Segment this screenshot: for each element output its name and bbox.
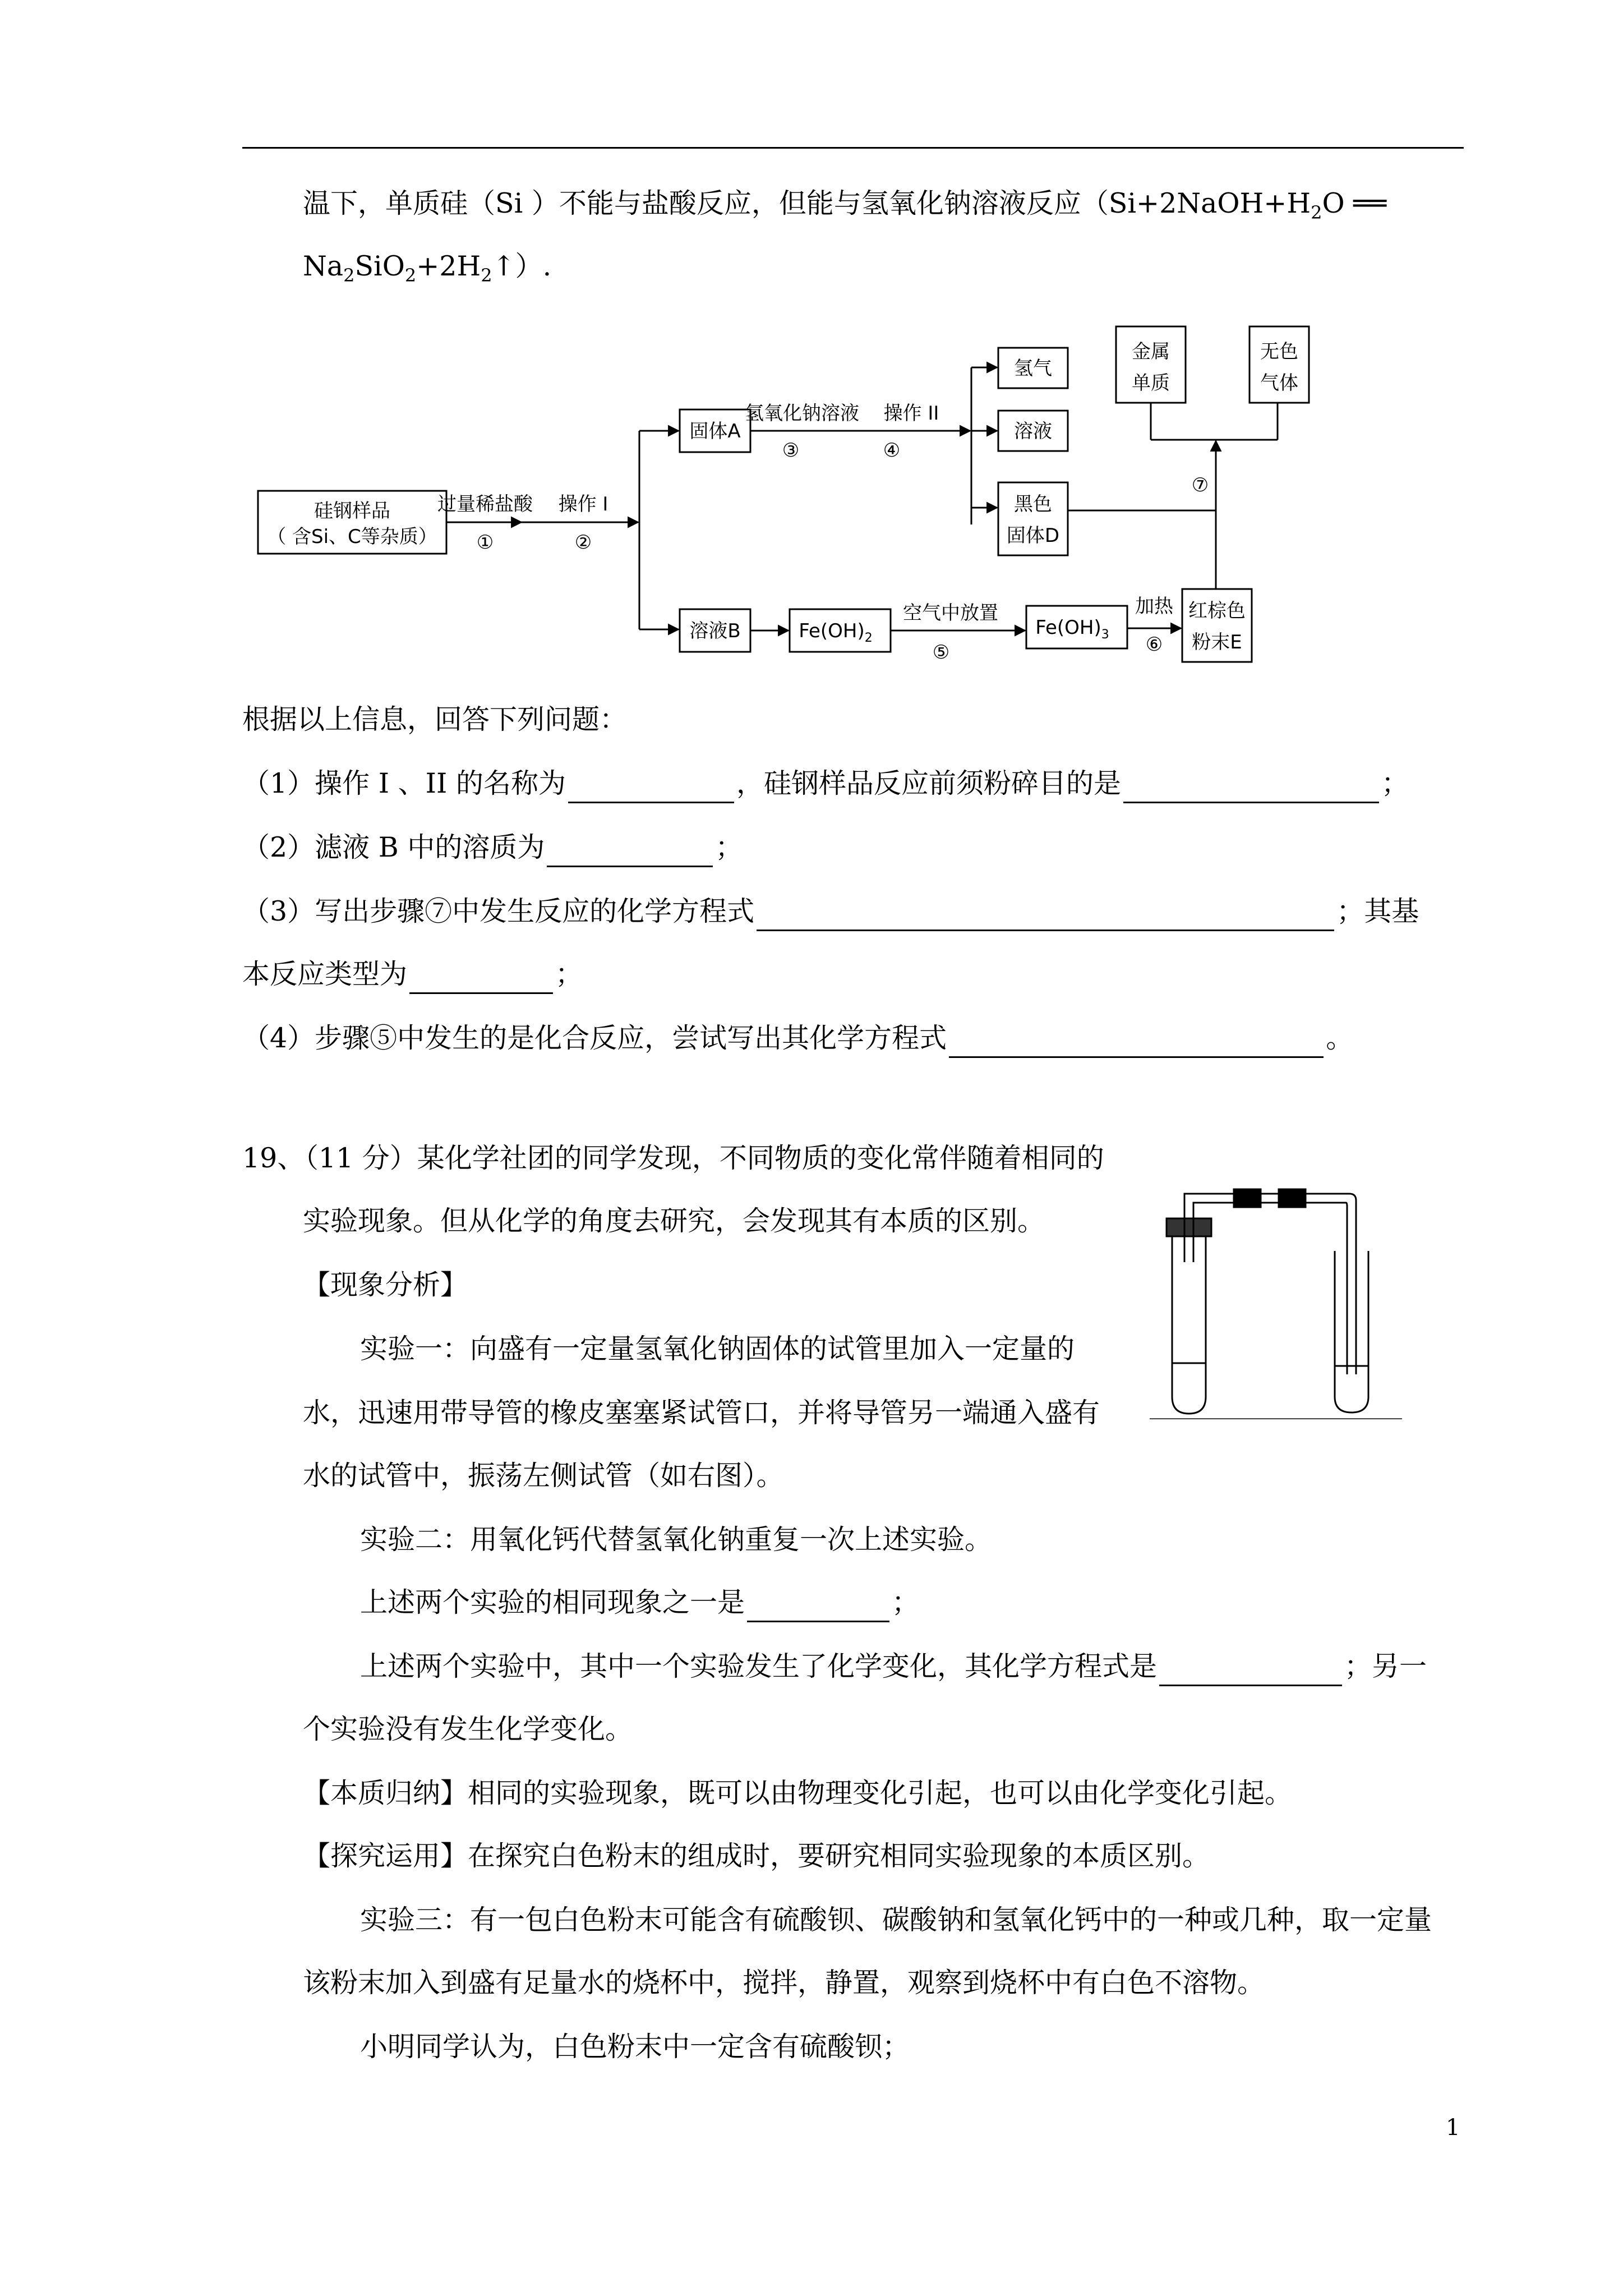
answer-blank[interactable] — [757, 900, 1334, 931]
hydrogen-label: 氢气 — [1014, 357, 1052, 380]
black-solid-label-1: 黑色 — [1014, 493, 1052, 516]
problem19-head: 19、（11 分）某化学社团的同学发现，不同物质的变化常伴随着相同的 — [242, 1142, 1104, 1174]
intro-line-1: 温下，单质硅（Si ）不能与盐酸反应，但能与氢氧化钠溶液反应（$Si+2NaOH+H_2O$ ══ — [303, 187, 1387, 223]
metal-label-2: 单质 — [1132, 372, 1170, 394]
header-rule — [242, 147, 1464, 149]
section-phenomenon: 【现象分析】 — [303, 1269, 468, 1301]
sample-label-1: 硅钢样品 — [314, 500, 390, 522]
arrow6-label: 加热 — [1135, 595, 1173, 618]
gas-label-2: 气体 — [1260, 372, 1298, 394]
test-tube-apparatus — [1150, 1172, 1402, 1419]
exp1-line1: 实验一：向盛有一定量氢氧化钠固体的试管里加入一定量的 — [360, 1333, 1075, 1365]
question-3: （3）写出步骤⑦中发生反应的化学方程式 ；其基 — [242, 892, 1419, 931]
answer-blank[interactable] — [949, 1027, 1324, 1058]
arrow5-num: ⑤ — [932, 641, 950, 664]
answer-blank[interactable] — [409, 963, 553, 994]
sample-label-2: （ 含Si、C等杂质） — [267, 526, 437, 548]
exp1-line2: 水，迅速用带导管的橡皮塞塞紧试管口，并将导管另一端通入盛有 — [303, 1397, 1100, 1429]
problem19-line2: 实验现象。但从化学的角度去研究，会发现其有本质的区别。 — [303, 1205, 1045, 1237]
question-1: （1）操作 I 、II 的名称为 ，硅钢样品反应前须粉碎目的是 ； — [242, 764, 1409, 803]
rubber-stopper — [1166, 1218, 1211, 1236]
question-4: （4）步骤⑤中发生的是化合反应，尝试写出其化学方程式 。 — [242, 1019, 1353, 1058]
feoh3-label: $Fe(OH)_3$ — [1035, 616, 1109, 642]
page-number: 1 — [1446, 2115, 1460, 2141]
answer-blank[interactable] — [1123, 772, 1379, 803]
exp1-line3: 水的试管中，振荡左侧试管（如右图）。 — [303, 1460, 784, 1492]
arrow1-label: 过量稀盐酸 — [437, 493, 533, 516]
powder-e-label-1: 红棕色 — [1188, 600, 1246, 622]
exp3-line1: 实验三：有一包白色粉末可能含有硫酸钡、碳酸钠和氢氧化钙中的一种或几种，取一定量 — [360, 1904, 1432, 1936]
arrow6-num: ⑥ — [1145, 633, 1163, 656]
solution-label: 溶液 — [1014, 420, 1052, 443]
answer-blank[interactable] — [747, 1591, 889, 1622]
question-3-cont: 本反应类型为 ； — [242, 955, 583, 994]
xiaoming-claim: 小明同学认为，白色粉末中一定含有硫酸钡； — [360, 2031, 910, 2063]
powder-e-label-2: 粉末E — [1192, 631, 1242, 654]
arrow5-label: 空气中放置 — [903, 602, 998, 624]
essence-summary: 【本质归纳】相同的实验现象，既可以由物理变化引起，也可以由化学变化引起。 — [303, 1777, 1293, 1809]
intro-line-2: $Na_2SiO_2+2H_2↑$）. — [303, 250, 552, 286]
chem-line2: 个实验没有发生化学变化。 — [303, 1713, 633, 1745]
solution-b-label: 溶液B — [689, 620, 741, 642]
process-flowchart — [247, 320, 1312, 668]
questions-lead: 根据以上信息，回答下列问题： — [242, 703, 628, 735]
feoh2-label: $Fe(OH)_2$ — [799, 620, 873, 645]
question-2: （2）滤液 B 中的溶质为 ； — [242, 828, 743, 867]
right-test-tube — [1335, 1251, 1368, 1412]
black-solid-label-2: 固体D — [1006, 524, 1060, 547]
arrow3-num: ③ — [782, 439, 800, 462]
chem-equation-question: 上述两个实验中，其中一个实验发生了化学变化，其化学方程式是 ；另一 — [360, 1647, 1427, 1686]
arrow2-num: ② — [574, 531, 592, 554]
arrow4-label: 操作 II — [883, 402, 939, 425]
arrow4-num: ④ — [883, 439, 901, 462]
arrow1-num: ① — [476, 531, 494, 554]
arrow2-label: 操作 I — [558, 493, 608, 516]
arrow3-label: 氢氧化钠溶液 — [745, 402, 859, 425]
left-test-tube — [1172, 1234, 1206, 1414]
step7-num: ⑦ — [1191, 474, 1209, 496]
exp3-line2: 该粉末加入到盛有足量水的烧杯中，搅拌，静置，观察到烧杯中有白色不溶物。 — [303, 1967, 1265, 1999]
same-phenomenon: 上述两个实验的相同现象之一是 ； — [360, 1583, 919, 1622]
metal-label-1: 金属 — [1132, 341, 1170, 363]
answer-blank[interactable] — [568, 772, 734, 803]
exp2: 实验二：用氧化钙代替氢氧化钠重复一次上述实验。 — [360, 1524, 993, 1556]
answer-blank[interactable] — [1159, 1655, 1342, 1686]
explore-application: 【探究运用】在探究白色粉末的组成时，要研究相同实验现象的本质区别。 — [303, 1840, 1210, 1872]
gas-label-1: 无色 — [1260, 341, 1298, 363]
answer-blank[interactable] — [547, 836, 713, 867]
solid-a-label: 固体A — [689, 420, 741, 443]
